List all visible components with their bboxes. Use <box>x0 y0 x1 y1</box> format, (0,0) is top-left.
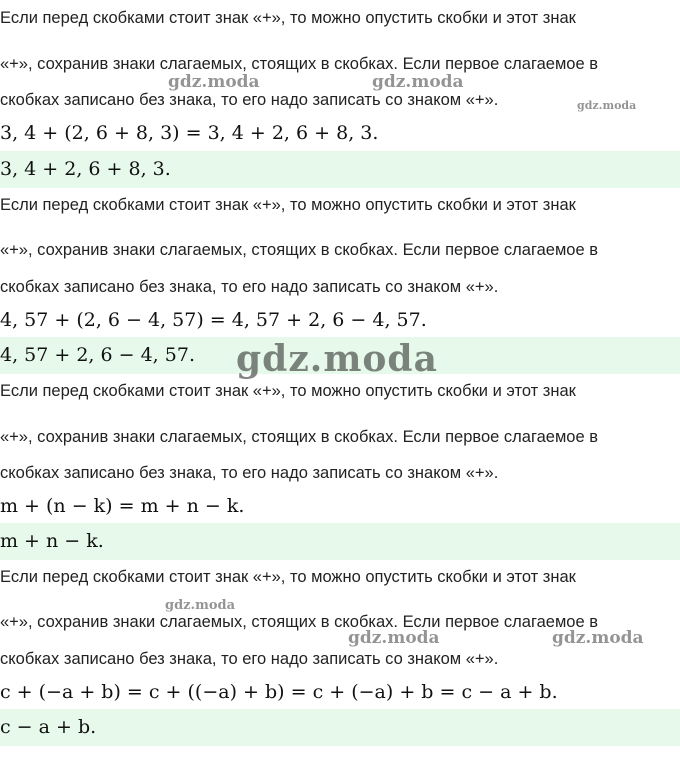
rule-line: Если перед скобками стоит знак «+», то можно опустить скобки и этот знак <box>0 9 576 27</box>
watermark: gdz.moda <box>348 628 440 648</box>
rule-line: скобках записано без знака, то его надо записать со знаком «+». <box>0 464 499 482</box>
rule-line: «+», сохранив знаки слагаемых, стоящих в скобках. Если первое слагаемое в <box>0 428 599 446</box>
rule-line: скобках записано без знака, то его надо записать со знаком «+». <box>0 91 499 109</box>
equation: 4, 57 + (2, 6 − 4, 57) = 4, 57 + 2, 6 − 4, 57. <box>0 309 427 331</box>
watermark: gdz.moda <box>552 628 644 648</box>
answer-text: m + n − k. <box>0 530 104 552</box>
watermark: gdz.moda <box>168 72 260 92</box>
answer-text: 3, 4 + 2, 6 + 8, 3. <box>0 158 171 180</box>
rule-line: Если перед скобками стоит знак «+», то можно опустить скобки и этот знак <box>0 382 576 400</box>
rule-line: «+», сохранив знаки слагаемых, стоящих в скобках. Если первое слагаемое в <box>0 241 599 259</box>
equation: c + (−a + b) = c + ((−a) + b) = c + (−a) + b = c − a + b. <box>0 681 558 703</box>
watermark: gdz.moda <box>165 598 236 613</box>
rule-line: «+», сохранив знаки слагаемых, стоящих в скобках. Если первое слагаемое в <box>0 55 599 73</box>
answer-highlight <box>0 151 680 188</box>
rule-line: скобках записано без знака, то его надо записать со знаком «+». <box>0 278 499 296</box>
rule-line: Если перед скобками стоит знак «+», то можно опустить скобки и этот знак <box>0 568 576 586</box>
equation: 3, 4 + (2, 6 + 8, 3) = 3, 4 + 2, 6 + 8, 3. <box>0 122 379 144</box>
answer-highlight <box>0 709 680 746</box>
watermark: gdz.moda <box>577 99 637 112</box>
rule-line: «+», сохранив знаки слагаемых, стоящих в скобках. Если первое слагаемое в <box>0 613 599 631</box>
watermark: gdz.moda <box>236 338 438 380</box>
answer-highlight <box>0 523 680 560</box>
answer-text: c − a + b. <box>0 716 97 738</box>
rule-line: скобках записано без знака, то его надо записать со знаком «+». <box>0 650 499 668</box>
equation: m + (n − k) = m + n − k. <box>0 495 245 517</box>
watermark: gdz.moda <box>372 72 464 92</box>
rule-line: Если перед скобками стоит знак «+», то можно опустить скобки и этот знак <box>0 196 576 214</box>
answer-text: 4, 57 + 2, 6 − 4, 57. <box>0 344 195 366</box>
